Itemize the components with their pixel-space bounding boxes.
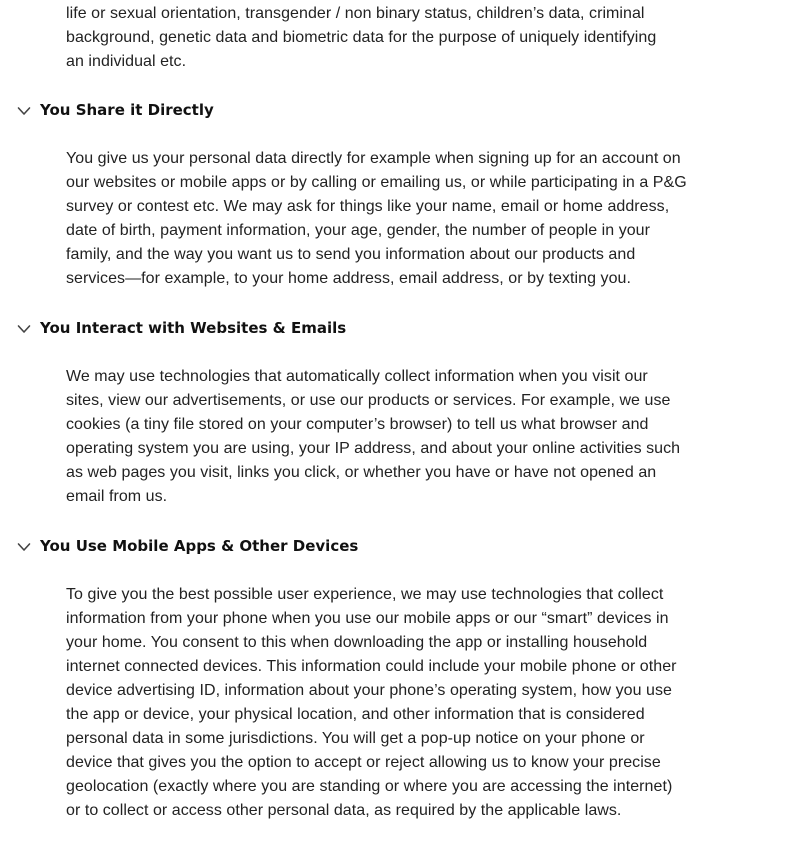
accordion-body-mobile-apps [0,583,809,823]
text-line: information from your phone when you use our mobile apps or our “smart” devices in [66,610,669,627]
text-line: sites, view our advertisements, or use our products or services. For example, we use [66,392,671,409]
text-line: device advertising ID, information about your phone’s operating system, how you use [66,682,672,699]
accordion-header-share-directly[interactable] [0,98,809,122]
text-line: personal data in some jurisdictions. You will get a pop-up notice on your phone or [66,730,645,747]
accordion-body-share-directly [0,147,809,291]
section-title: You Interact with Websites & Emails [40,319,347,337]
chevron-down-icon [16,321,32,337]
section-title: You Use Mobile Apps & Other Devices [40,537,359,555]
text-line: as web pages you visit, links you click, or whether you have or have not opened an [66,464,657,481]
accordion-header-websites-emails[interactable] [0,316,809,340]
text-line: or to collect or access other personal data, as required by the applicable laws. [66,802,622,819]
chevron-down-icon [16,103,32,119]
accordion-section-mobile-apps [0,534,809,823]
accordion-section-share-directly [0,98,809,291]
intro-line: an individual etc. [66,53,187,70]
text-line: email from us. [66,488,168,505]
text-line: date of birth, payment information, your age, gender, the number of people in your [66,222,651,239]
text-line: cookies (a tiny file stored on your computer’s browser) to tell us what browser and [66,416,649,433]
accordion-section-websites-emails [0,316,809,509]
chevron-down-icon [16,539,32,555]
accordion-header-mobile-apps[interactable] [0,534,809,558]
text-line: survey or contest etc. We may ask for things like your name, email or home address, [66,198,670,215]
text-line: We may use technologies that automatically collect information when you visit our [66,368,648,385]
intro-text [0,2,809,74]
section-text [0,365,809,509]
intro-paragraph [0,2,809,74]
text-line: You give us your personal data directly for example when signing up for an account on [66,150,681,167]
section-text [0,147,809,291]
accordion-body-websites-emails [0,365,809,509]
text-line: family, and the way you want us to send you information about our products and [66,246,636,263]
text-line: your home. You consent to this when downloading the app or installing household [66,634,648,651]
text-line: our websites or mobile apps or by calling or emailing us, or while participating in a P&G [66,174,687,191]
text-line: services—for example, to your home address, email address, or by texting you. [66,270,631,287]
text-line: To give you the best possible user experience, we may use technologies that collect [66,586,664,603]
text-line: the app or device, your physical location, and other information that is considered [66,706,645,723]
text-line: geolocation (exactly where you are standing or where you are accessing the internet) [66,778,673,795]
text-line: device that gives you the option to accept or reject allowing us to know your precise [66,754,661,771]
section-text [0,583,809,823]
text-line: internet connected devices. This information could include your mobile phone or other [66,658,677,675]
intro-line: background, genetic data and biometric data for the purpose of uniquely identifying [66,29,657,46]
text-line: operating system you are using, your IP address, and about your online activities such [66,440,681,457]
intro-line: life or sexual orientation, transgender / non binary status, children’s data, criminal [66,5,645,22]
section-title: You Share it Directly [40,101,214,119]
